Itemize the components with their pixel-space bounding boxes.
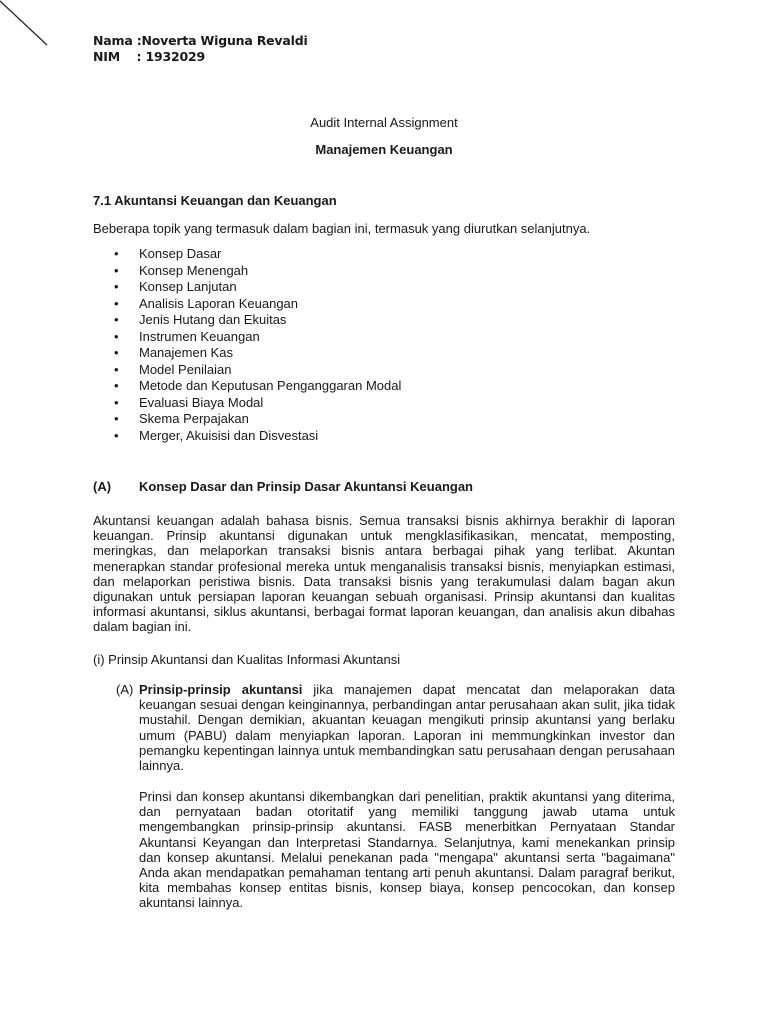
list-item: • Analisis Laporan Keuangan	[114, 296, 401, 313]
list-item: • Konsep Lanjutan	[114, 279, 401, 296]
list-item: • Konsep Dasar	[114, 246, 401, 263]
name-label: Nama :	[93, 33, 142, 48]
section-intro: Beberapa topik yang termasuk dalam bagian ini, termasuk yang diurutkan selanjutnya.	[93, 221, 591, 236]
list-item: • Evaluasi Biaya Modal	[114, 395, 401, 412]
item-label: (A)	[116, 682, 134, 697]
item-text: jika manajemen dapat mencatat dan melaporakan data keuangan sesuai dengan keinginannya, perbandingan antar perusahaan akan sulit, jika tidak mustahil. Dengan demikian, akuantan keuagan mengikuti prinsip akuntansi yang berlaku umum (PABU) dalam menyiapkan laporan. Laporan ini memmungkinkan investor dan pemangku kepentingan lainnya untuk membandingkan satu perusahaan dengan perusahaan lainnya.	[139, 682, 675, 774]
list-item: • Model Penilaian	[114, 362, 401, 379]
list-item: • Konsep Menengah	[114, 263, 401, 280]
list-item: • Manajemen Kas	[114, 345, 401, 362]
nim-label: NIM :	[93, 49, 146, 64]
item-paragraph	[139, 682, 675, 773]
subsection-heading	[93, 479, 473, 494]
list-item: • Skema Perpajakan	[114, 411, 401, 428]
corner-fold-line	[0, 0, 60, 60]
author-info	[93, 33, 308, 65]
document-title: Audit Internal Assignment	[310, 115, 458, 130]
topic-list	[114, 246, 401, 444]
list-item: • Metode dan Keputusan Penganggaran Modal	[114, 378, 401, 395]
list-item: • Instrumen Keuangan	[114, 329, 401, 346]
sub-heading: (i) Prinsip Akuntansi dan Kualitas Informasi Akuntansi	[93, 652, 401, 667]
subsection-letter: (A)	[93, 479, 112, 494]
author-name-row	[93, 33, 308, 49]
subsection-title: Konsep Dasar dan Prinsip Dasar Akuntansi Keuangan	[139, 479, 473, 494]
body-paragraph: Akuntansi keuangan adalah bahasa bisnis. Semua transaksi bisnis akhirnya berakhir di laporan keuangan. Prinsip akuntansi digunakan untuk mengklasifikasikan, mencatat, memposting, meringkas, dan melaporkan transaksi bisnis antara berbagai pihak yang terlibat. Akuntan menerapkan standar profesional mereka untuk menganalisis transaksi bisnis, menyiapkan estimasi, dan melaporkan peristiwa bisnis. Data transaksi bisnis yang terakumulasi dalam bagan akun digunakan untuk persiapan laporan keuangan sebuah organisasi. Prinsip akuntansi dan kualitas informasi akuntansi, siklus akuntansi, berbagai format laporan keuangan, dan analisis akun dibahas dalam bagian ini.	[93, 513, 675, 635]
item-bold-term: Prinsip-prinsip akuntansi	[139, 682, 303, 697]
document-subtitle: Manajemen Keuangan	[315, 142, 453, 157]
list-item: • Jenis Hutang dan Ekuitas	[114, 312, 401, 329]
name-value: Noverta Wiguna Revaldi	[141, 33, 308, 48]
item-paragraph-2: Prinsi dan konsep akuntansi dikembangkan dari penelitian, praktik akuntansi yang diterima, dan pernyataan badan otoritatif yang memiliki tanggung jawab utama untuk mengembangkan prinsip-prinsip akuntansi. FASB menerbitkan Pernyataan Standar Akuntansi Keyangan dan Interpretasi Standarnya. Selanjutnya, kami menekankan prinsip dan konsep akuntansi. Melalui penekanan pada "mengapa" akuntansi serta "bagaimana" Anda akan mendapatkan pemahaman tentang arti penuh akuntansi. Dalam paragraf berikut, kita membahas konsep entitas bisnis, konsep biaya, konsep pencocokan, dan konsep akuntansi lainnya.	[139, 789, 675, 911]
section-heading: 7.1 Akuntansi Keuangan dan Keuangan	[93, 193, 337, 208]
author-nim-row	[93, 49, 308, 65]
nim-value: 1932029	[145, 49, 205, 64]
list-item: • Merger, Akuisisi dan Disvestasi	[114, 428, 401, 445]
